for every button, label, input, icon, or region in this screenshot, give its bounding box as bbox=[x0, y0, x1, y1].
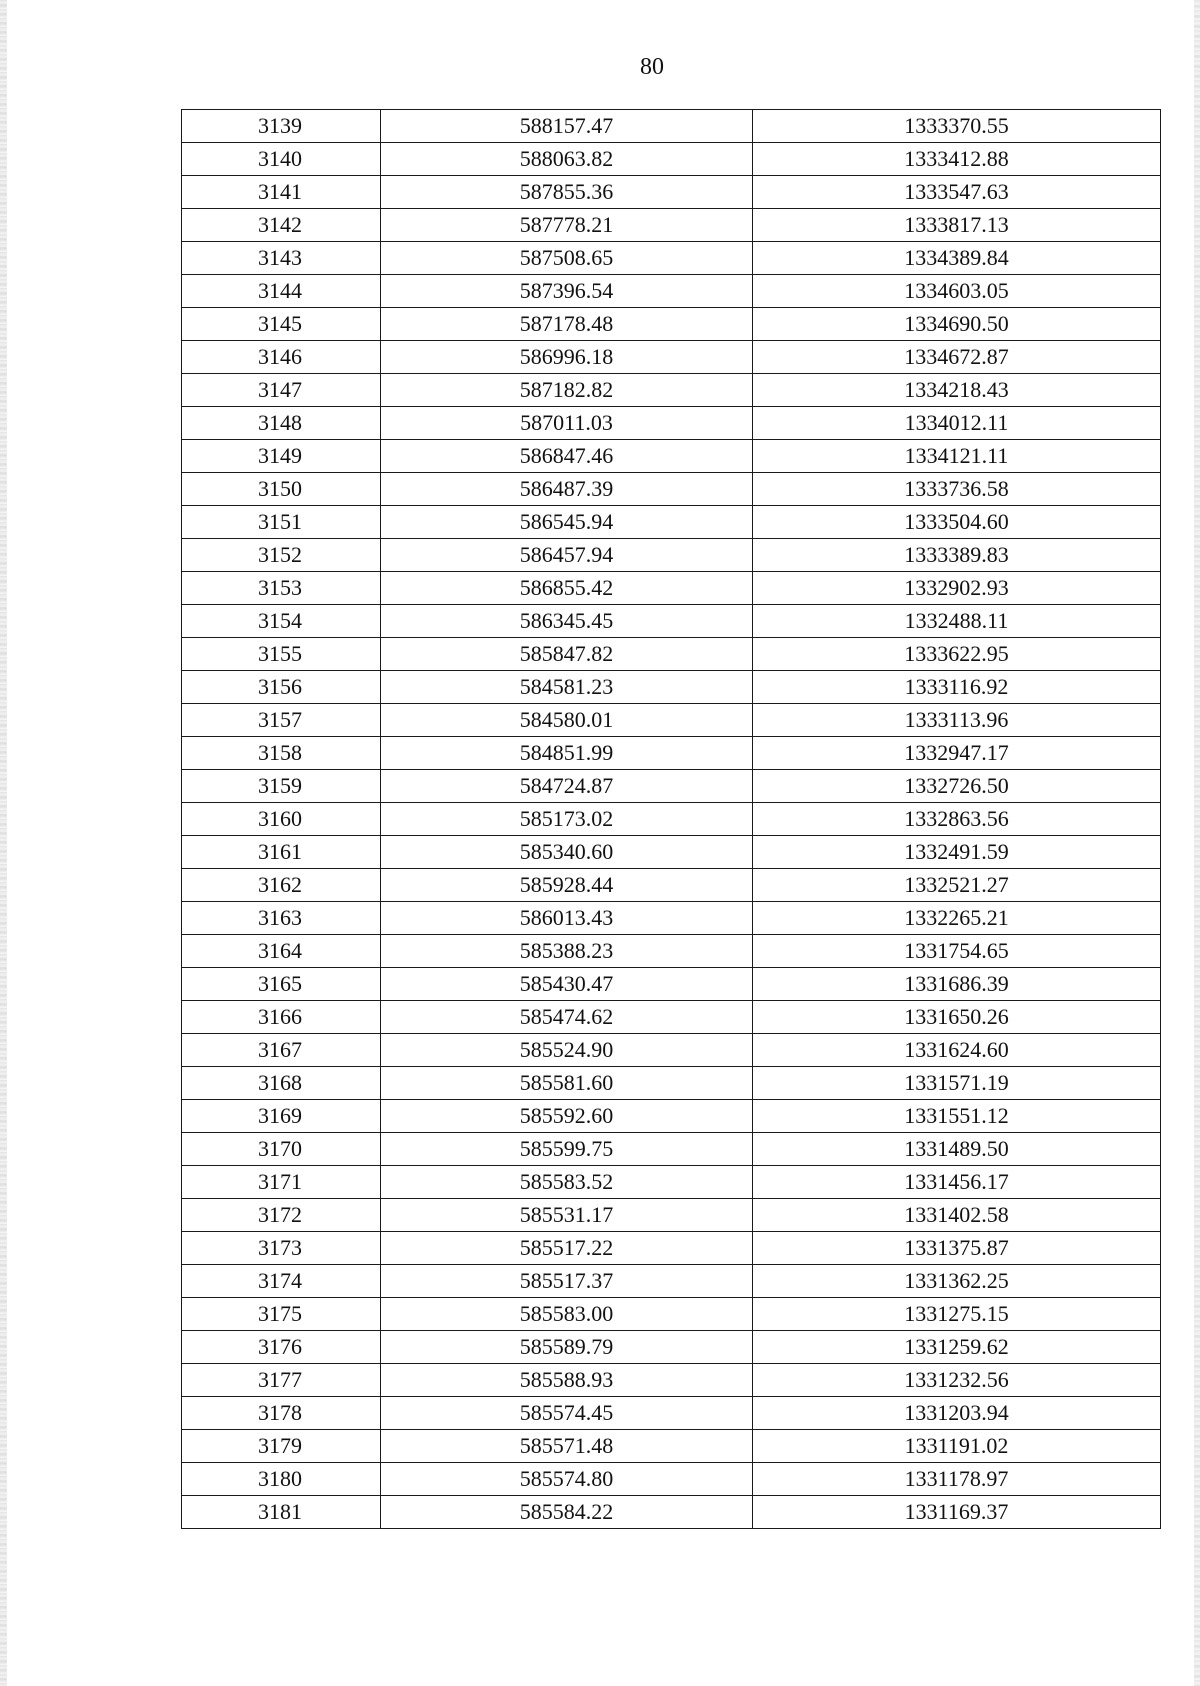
table-row bbox=[182, 836, 1161, 869]
x-coordinate-cell: 585173.02 bbox=[381, 803, 753, 836]
point-number-cell: 3168 bbox=[182, 1067, 381, 1100]
point-number-cell: 3176 bbox=[182, 1331, 381, 1364]
y-coordinate-cell: 1332902.93 bbox=[753, 572, 1161, 605]
y-coordinate-cell: 1333113.96 bbox=[753, 704, 1161, 737]
table-row bbox=[182, 1034, 1161, 1067]
y-coordinate-cell: 1331489.50 bbox=[753, 1133, 1161, 1166]
point-number-cell: 3145 bbox=[182, 308, 381, 341]
point-number-cell: 3177 bbox=[182, 1364, 381, 1397]
y-coordinate-cell: 1332265.21 bbox=[753, 902, 1161, 935]
point-number-cell: 3144 bbox=[182, 275, 381, 308]
point-number-cell: 3159 bbox=[182, 770, 381, 803]
point-number-cell: 3152 bbox=[182, 539, 381, 572]
x-coordinate-cell: 584580.01 bbox=[381, 704, 753, 737]
table-row bbox=[182, 407, 1161, 440]
y-coordinate-cell: 1332488.11 bbox=[753, 605, 1161, 638]
point-number-cell: 3155 bbox=[182, 638, 381, 671]
scan-edge-right bbox=[1194, 0, 1200, 1686]
point-number-cell: 3166 bbox=[182, 1001, 381, 1034]
y-coordinate-cell: 1332521.27 bbox=[753, 869, 1161, 902]
table-row bbox=[182, 1199, 1161, 1232]
y-coordinate-cell: 1331402.58 bbox=[753, 1199, 1161, 1232]
table-row bbox=[182, 440, 1161, 473]
x-coordinate-cell: 585588.93 bbox=[381, 1364, 753, 1397]
y-coordinate-cell: 1333370.55 bbox=[753, 110, 1161, 143]
y-coordinate-cell: 1331551.12 bbox=[753, 1100, 1161, 1133]
x-coordinate-cell: 585583.00 bbox=[381, 1298, 753, 1331]
table-row bbox=[182, 1430, 1161, 1463]
point-number-cell: 3150 bbox=[182, 473, 381, 506]
y-coordinate-cell: 1331275.15 bbox=[753, 1298, 1161, 1331]
y-coordinate-cell: 1331456.17 bbox=[753, 1166, 1161, 1199]
y-coordinate-cell: 1333547.63 bbox=[753, 176, 1161, 209]
table-row bbox=[182, 242, 1161, 275]
table-row bbox=[182, 176, 1161, 209]
y-coordinate-cell: 1332726.50 bbox=[753, 770, 1161, 803]
x-coordinate-cell: 585574.80 bbox=[381, 1463, 753, 1496]
table-row bbox=[182, 110, 1161, 143]
point-number-cell: 3160 bbox=[182, 803, 381, 836]
table-row bbox=[182, 803, 1161, 836]
x-coordinate-cell: 585517.37 bbox=[381, 1265, 753, 1298]
point-number-cell: 3162 bbox=[182, 869, 381, 902]
page-number: 80 bbox=[640, 54, 664, 80]
y-coordinate-cell: 1333389.83 bbox=[753, 539, 1161, 572]
table-row bbox=[182, 671, 1161, 704]
x-coordinate-cell: 585599.75 bbox=[381, 1133, 753, 1166]
table-row bbox=[182, 1265, 1161, 1298]
x-coordinate-cell: 587011.03 bbox=[381, 407, 753, 440]
x-coordinate-cell: 584581.23 bbox=[381, 671, 753, 704]
table-row bbox=[182, 638, 1161, 671]
x-coordinate-cell: 587508.65 bbox=[381, 242, 753, 275]
x-coordinate-cell: 585847.82 bbox=[381, 638, 753, 671]
x-coordinate-cell: 586545.94 bbox=[381, 506, 753, 539]
y-coordinate-cell: 1332947.17 bbox=[753, 737, 1161, 770]
point-number-cell: 3146 bbox=[182, 341, 381, 374]
x-coordinate-cell: 586847.46 bbox=[381, 440, 753, 473]
x-coordinate-cell: 585589.79 bbox=[381, 1331, 753, 1364]
table-row bbox=[182, 143, 1161, 176]
y-coordinate-cell: 1331178.97 bbox=[753, 1463, 1161, 1496]
table-row bbox=[182, 968, 1161, 1001]
table-row bbox=[182, 1232, 1161, 1265]
table-row bbox=[182, 572, 1161, 605]
table-row bbox=[182, 1166, 1161, 1199]
point-number-cell: 3175 bbox=[182, 1298, 381, 1331]
table-row bbox=[182, 935, 1161, 968]
point-number-cell: 3161 bbox=[182, 836, 381, 869]
point-number-cell: 3173 bbox=[182, 1232, 381, 1265]
x-coordinate-cell: 584724.87 bbox=[381, 770, 753, 803]
point-number-cell: 3139 bbox=[182, 110, 381, 143]
y-coordinate-cell: 1331362.25 bbox=[753, 1265, 1161, 1298]
y-coordinate-cell: 1333504.60 bbox=[753, 506, 1161, 539]
point-number-cell: 3169 bbox=[182, 1100, 381, 1133]
x-coordinate-cell: 585584.22 bbox=[381, 1496, 753, 1529]
table-row bbox=[182, 1397, 1161, 1430]
x-coordinate-cell: 586013.43 bbox=[381, 902, 753, 935]
y-coordinate-cell: 1331203.94 bbox=[753, 1397, 1161, 1430]
x-coordinate-cell: 586345.45 bbox=[381, 605, 753, 638]
table-row bbox=[182, 374, 1161, 407]
y-coordinate-cell: 1331754.65 bbox=[753, 935, 1161, 968]
point-number-cell: 3147 bbox=[182, 374, 381, 407]
x-coordinate-cell: 587182.82 bbox=[381, 374, 753, 407]
table-row bbox=[182, 1067, 1161, 1100]
x-coordinate-cell: 587855.36 bbox=[381, 176, 753, 209]
table-row bbox=[182, 902, 1161, 935]
table-row bbox=[182, 770, 1161, 803]
y-coordinate-cell: 1331571.19 bbox=[753, 1067, 1161, 1100]
table-row bbox=[182, 506, 1161, 539]
table-row bbox=[182, 473, 1161, 506]
table-row bbox=[182, 1496, 1161, 1529]
point-number-cell: 3171 bbox=[182, 1166, 381, 1199]
point-number-cell: 3179 bbox=[182, 1430, 381, 1463]
x-coordinate-cell: 585571.48 bbox=[381, 1430, 753, 1463]
x-coordinate-cell: 586487.39 bbox=[381, 473, 753, 506]
point-number-cell: 3140 bbox=[182, 143, 381, 176]
coordinates-table bbox=[181, 109, 1161, 1529]
x-coordinate-cell: 584851.99 bbox=[381, 737, 753, 770]
x-coordinate-cell: 585517.22 bbox=[381, 1232, 753, 1265]
table-row bbox=[182, 1001, 1161, 1034]
x-coordinate-cell: 585474.62 bbox=[381, 1001, 753, 1034]
point-number-cell: 3141 bbox=[182, 176, 381, 209]
x-coordinate-cell: 585583.52 bbox=[381, 1166, 753, 1199]
y-coordinate-cell: 1331650.26 bbox=[753, 1001, 1161, 1034]
table-row bbox=[182, 1364, 1161, 1397]
table-row bbox=[182, 308, 1161, 341]
coordinates-table-body bbox=[182, 110, 1161, 1529]
y-coordinate-cell: 1334218.43 bbox=[753, 374, 1161, 407]
x-coordinate-cell: 585592.60 bbox=[381, 1100, 753, 1133]
point-number-cell: 3158 bbox=[182, 737, 381, 770]
table-row bbox=[182, 704, 1161, 737]
point-number-cell: 3172 bbox=[182, 1199, 381, 1232]
point-number-cell: 3154 bbox=[182, 605, 381, 638]
table-row bbox=[182, 1331, 1161, 1364]
y-coordinate-cell: 1334012.11 bbox=[753, 407, 1161, 440]
y-coordinate-cell: 1333622.95 bbox=[753, 638, 1161, 671]
y-coordinate-cell: 1332863.56 bbox=[753, 803, 1161, 836]
point-number-cell: 3165 bbox=[182, 968, 381, 1001]
y-coordinate-cell: 1331624.60 bbox=[753, 1034, 1161, 1067]
x-coordinate-cell: 587178.48 bbox=[381, 308, 753, 341]
table-row bbox=[182, 1100, 1161, 1133]
table-row bbox=[182, 275, 1161, 308]
y-coordinate-cell: 1331686.39 bbox=[753, 968, 1161, 1001]
x-coordinate-cell: 585928.44 bbox=[381, 869, 753, 902]
point-number-cell: 3167 bbox=[182, 1034, 381, 1067]
y-coordinate-cell: 1333817.13 bbox=[753, 209, 1161, 242]
y-coordinate-cell: 1334121.11 bbox=[753, 440, 1161, 473]
x-coordinate-cell: 586855.42 bbox=[381, 572, 753, 605]
x-coordinate-cell: 588157.47 bbox=[381, 110, 753, 143]
scan-edge-left bbox=[0, 0, 7, 1686]
table-row bbox=[182, 539, 1161, 572]
point-number-cell: 3151 bbox=[182, 506, 381, 539]
x-coordinate-cell: 585340.60 bbox=[381, 836, 753, 869]
point-number-cell: 3156 bbox=[182, 671, 381, 704]
y-coordinate-cell: 1334603.05 bbox=[753, 275, 1161, 308]
point-number-cell: 3143 bbox=[182, 242, 381, 275]
point-number-cell: 3170 bbox=[182, 1133, 381, 1166]
y-coordinate-cell: 1331375.87 bbox=[753, 1232, 1161, 1265]
x-coordinate-cell: 586457.94 bbox=[381, 539, 753, 572]
point-number-cell: 3142 bbox=[182, 209, 381, 242]
table-row bbox=[182, 869, 1161, 902]
y-coordinate-cell: 1331169.37 bbox=[753, 1496, 1161, 1529]
y-coordinate-cell: 1334389.84 bbox=[753, 242, 1161, 275]
x-coordinate-cell: 585574.45 bbox=[381, 1397, 753, 1430]
point-number-cell: 3157 bbox=[182, 704, 381, 737]
point-number-cell: 3153 bbox=[182, 572, 381, 605]
table-row bbox=[182, 1133, 1161, 1166]
x-coordinate-cell: 587396.54 bbox=[381, 275, 753, 308]
x-coordinate-cell: 588063.82 bbox=[381, 143, 753, 176]
x-coordinate-cell: 587778.21 bbox=[381, 209, 753, 242]
point-number-cell: 3178 bbox=[182, 1397, 381, 1430]
x-coordinate-cell: 585430.47 bbox=[381, 968, 753, 1001]
table-row bbox=[182, 209, 1161, 242]
point-number-cell: 3180 bbox=[182, 1463, 381, 1496]
y-coordinate-cell: 1334672.87 bbox=[753, 341, 1161, 374]
table-row bbox=[182, 605, 1161, 638]
x-coordinate-cell: 585581.60 bbox=[381, 1067, 753, 1100]
table-row bbox=[182, 341, 1161, 374]
point-number-cell: 3164 bbox=[182, 935, 381, 968]
point-number-cell: 3149 bbox=[182, 440, 381, 473]
point-number-cell: 3174 bbox=[182, 1265, 381, 1298]
y-coordinate-cell: 1331232.56 bbox=[753, 1364, 1161, 1397]
y-coordinate-cell: 1333736.58 bbox=[753, 473, 1161, 506]
x-coordinate-cell: 585524.90 bbox=[381, 1034, 753, 1067]
point-number-cell: 3163 bbox=[182, 902, 381, 935]
y-coordinate-cell: 1332491.59 bbox=[753, 836, 1161, 869]
y-coordinate-cell: 1334690.50 bbox=[753, 308, 1161, 341]
y-coordinate-cell: 1333116.92 bbox=[753, 671, 1161, 704]
y-coordinate-cell: 1331259.62 bbox=[753, 1331, 1161, 1364]
x-coordinate-cell: 585531.17 bbox=[381, 1199, 753, 1232]
x-coordinate-cell: 586996.18 bbox=[381, 341, 753, 374]
y-coordinate-cell: 1331191.02 bbox=[753, 1430, 1161, 1463]
table-row bbox=[182, 737, 1161, 770]
table-row bbox=[182, 1298, 1161, 1331]
point-number-cell: 3148 bbox=[182, 407, 381, 440]
x-coordinate-cell: 585388.23 bbox=[381, 935, 753, 968]
y-coordinate-cell: 1333412.88 bbox=[753, 143, 1161, 176]
point-number-cell: 3181 bbox=[182, 1496, 381, 1529]
table-row bbox=[182, 1463, 1161, 1496]
